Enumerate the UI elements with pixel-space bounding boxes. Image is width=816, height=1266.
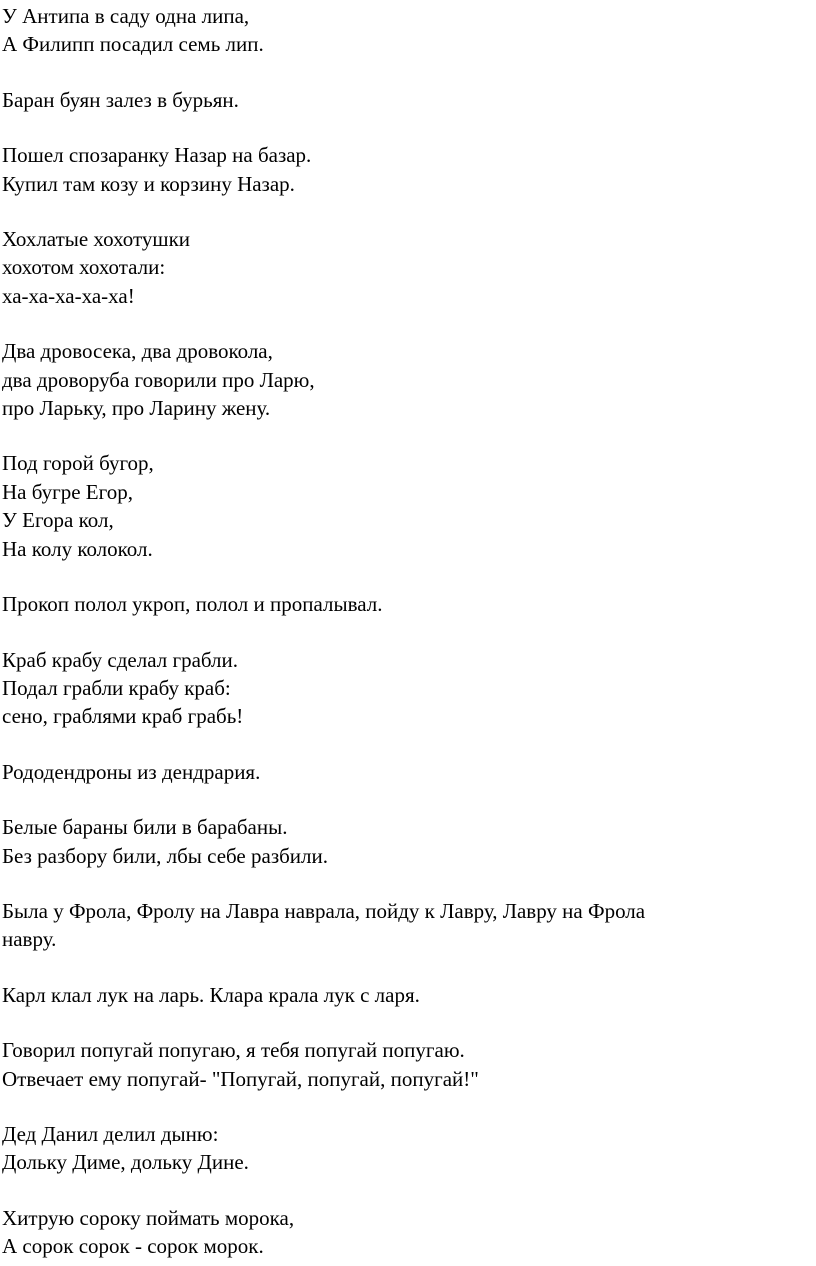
stanza-5 (2, 337, 816, 422)
text-line: На колу колокол. (2, 536, 153, 561)
text-line: хохотом хохотали: (2, 255, 166, 280)
text-line: Два дровосека, два дровокола, (2, 339, 273, 364)
text-line: У Егора кол, (2, 508, 114, 533)
text-line: навру. (2, 927, 57, 952)
text-line: Говорил попугай попугаю, я тебя попугай попугаю. (2, 1038, 465, 1063)
text-line: Отвечает ему попугай- "Попугай, попугай, попугай!" (2, 1066, 479, 1091)
text-line: Прокоп полол укроп, полол и пропалывал. (2, 592, 383, 617)
text-line: про Ларьку, про Ларину жену. (2, 396, 271, 421)
text-line: Баран буян залез в бурьян. (2, 87, 239, 112)
stanza-15 (2, 1204, 816, 1261)
text-line: Рододендроны из дендрария. (2, 759, 261, 784)
text-line: сено, граблями краб грабь! (2, 704, 244, 729)
stanza-12 (2, 981, 816, 1009)
text-line: Дед Данил делил дыню: (2, 1121, 219, 1146)
stanza-10 (2, 813, 816, 870)
text-line: У Антипа в саду одна липа, (2, 4, 250, 28)
stanza-11 (2, 897, 816, 954)
text-line: Дольку Диме, дольку Дине. (2, 1150, 249, 1175)
text-line: Пошел спозаранку Назар на базар. (2, 143, 312, 168)
text-line: На бугре Егор, (2, 479, 133, 504)
text-line: А Филипп посадил семь лип. (2, 32, 264, 57)
stanza-1 (2, 2, 816, 59)
text-line: Купил там козу и корзину Назар. (2, 171, 295, 196)
stanza-2 (2, 86, 816, 114)
text-line: Была у Фрола, Фролу на Лавра наврала, пойду к Лавру, Лавру на Фрола (2, 898, 646, 923)
text-line: ха-ха-ха-ха-ха! (2, 283, 135, 308)
stanza-8 (2, 646, 816, 731)
text-line: Хитрую сороку поймать морока, (2, 1205, 295, 1230)
text-line: Без разбору били, лбы себе разбили. (2, 843, 329, 868)
text-line: Подал грабли крабу краб: (2, 675, 231, 700)
text-line: Карл клал лук на ларь. Клара крала лук с ларя. (2, 982, 420, 1007)
stanza-14 (2, 1120, 816, 1177)
stanza-9 (2, 758, 816, 786)
text-line: Краб крабу сделал грабли. (2, 647, 239, 672)
text-line: Белые бараны били в барабаны. (2, 815, 288, 840)
stanza-6 (2, 449, 816, 563)
stanza-4 (2, 225, 816, 310)
text-line: А сорок сорок - сорок морок. (2, 1234, 264, 1259)
stanza-7 (2, 590, 816, 618)
text-line: Под горой бугор, (2, 451, 154, 476)
text-line: Хохлатые хохотушки (2, 227, 191, 252)
text-line: два дроворуба говорили про Ларю, (2, 367, 315, 392)
stanza-13 (2, 1036, 816, 1093)
stanza-3 (2, 141, 816, 198)
